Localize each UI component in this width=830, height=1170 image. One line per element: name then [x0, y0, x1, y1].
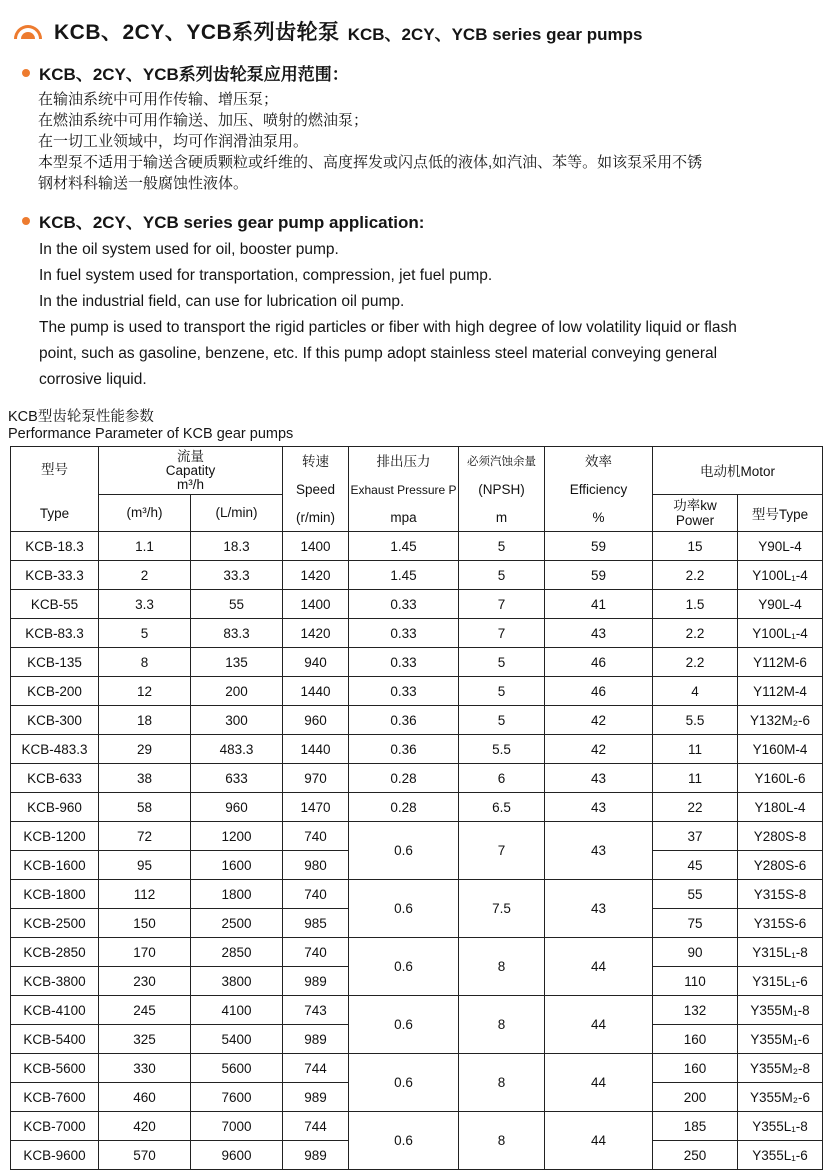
col-header-npsh-zh: 必须汽蚀余量 [467, 456, 536, 468]
cell-speed: 970 [283, 764, 349, 793]
cell-motor: Y315S-6 [738, 909, 823, 938]
table-title-zh: KCB型齿轮泵性能参数 [8, 409, 154, 425]
cell-power: 45 [653, 851, 738, 880]
cell-speed: 989 [283, 1025, 349, 1054]
cell-power: 22 [653, 793, 738, 822]
cell-lmin: 9600 [191, 1141, 283, 1170]
table-row [11, 648, 823, 677]
cell-type: KCB-5400 [11, 1025, 99, 1054]
text-line: The pump is used to transport the rigid particles or fiber with high degree of low volatility liquid or flash [39, 319, 737, 336]
cell-speed: 989 [283, 967, 349, 996]
cell-npsh: 5 [459, 648, 545, 677]
text-line: 在燃油系统中可用作输送、加压、喷射的燃油泵； [38, 112, 369, 129]
cell-m3h: 230 [99, 967, 191, 996]
application-zh-body [38, 89, 822, 194]
cell-motor: Y112M-4 [738, 677, 823, 706]
col-header-speed-zh: 转速 [302, 454, 329, 469]
cell-lmin: 1200 [191, 822, 283, 851]
cell-lmin: 135 [191, 648, 283, 677]
cell-speed: 1440 [283, 677, 349, 706]
cell-m3h: 2 [99, 561, 191, 590]
col-header-capacity-m3h: (m³/h) [99, 494, 191, 531]
cell-speed: 744 [283, 1054, 349, 1083]
cell-m3h: 18 [99, 706, 191, 735]
col-header-speed [283, 447, 349, 532]
bullet-icon [22, 69, 30, 77]
cell-speed: 744 [283, 1112, 349, 1141]
col-header-motor-type: 型号Type [738, 494, 823, 531]
cell-lmin: 483.3 [191, 735, 283, 764]
cell-eff: 43 [545, 822, 653, 880]
cell-m3h: 38 [99, 764, 191, 793]
cell-type: KCB-18.3 [11, 532, 99, 561]
cell-m3h: 570 [99, 1141, 191, 1170]
col-header-pressure-zh: 排出压力 [376, 454, 431, 469]
cell-m3h: 12 [99, 677, 191, 706]
cell-pressure: 0.28 [349, 793, 459, 822]
cell-speed: 940 [283, 648, 349, 677]
performance-table-body [11, 532, 823, 1170]
cell-eff: 46 [545, 648, 653, 677]
cell-motor: Y160M-4 [738, 735, 823, 764]
cell-pressure: 0.33 [349, 619, 459, 648]
cell-lmin: 83.3 [191, 619, 283, 648]
cell-npsh: 5 [459, 561, 545, 590]
cell-power: 11 [653, 735, 738, 764]
cell-pressure: 0.6 [349, 880, 459, 938]
col-header-npsh-en: (NPSH) [478, 482, 525, 497]
table-row [11, 1054, 823, 1083]
cell-lmin: 5400 [191, 1025, 283, 1054]
cell-lmin: 5600 [191, 1054, 283, 1083]
cell-motor: Y180L-4 [738, 793, 823, 822]
cell-speed: 989 [283, 1141, 349, 1170]
performance-table [10, 446, 823, 1170]
text-line: 本型泵不适用于输送含硬质颗粒或纤维的、高度挥发或闪点低的液体,如汽油、苯等。如该泵采用不锈 [38, 154, 703, 171]
cell-motor: Y355M₁-6 [738, 1025, 823, 1054]
section-heading-application-en [22, 208, 822, 233]
cell-m3h: 112 [99, 880, 191, 909]
cell-npsh: 7 [459, 619, 545, 648]
text-line: point, such as gasoline, benzene, etc. If this pump adopt stainless steel material conveying general [39, 345, 718, 362]
col-header-pressure-unit: mpa [390, 510, 417, 525]
cell-power: 1.5 [653, 590, 738, 619]
col-header-motor [653, 447, 823, 495]
cell-m3h: 58 [99, 793, 191, 822]
cell-npsh: 6 [459, 764, 545, 793]
cell-pressure: 0.33 [349, 590, 459, 619]
cell-power: 11 [653, 764, 738, 793]
cell-m3h: 420 [99, 1112, 191, 1141]
section-heading-application-zh [22, 60, 822, 85]
brand-hump-shape [21, 32, 35, 39]
cell-speed: 1400 [283, 532, 349, 561]
cell-npsh: 8 [459, 1112, 545, 1170]
cell-speed: 743 [283, 996, 349, 1025]
cell-lmin: 55 [191, 590, 283, 619]
cell-pressure: 1.45 [349, 561, 459, 590]
section-heading-en-text: KCB、2CY、YCB series gear pump application: [39, 213, 425, 232]
cell-pressure: 0.28 [349, 764, 459, 793]
cell-lmin: 633 [191, 764, 283, 793]
bullet-icon [22, 217, 30, 225]
cell-power: 55 [653, 880, 738, 909]
cell-lmin: 7000 [191, 1112, 283, 1141]
pump-brand-icon [14, 23, 44, 39]
cell-m3h: 170 [99, 938, 191, 967]
cell-lmin: 33.3 [191, 561, 283, 590]
cell-speed: 960 [283, 706, 349, 735]
cell-type: KCB-1200 [11, 822, 99, 851]
cell-motor: Y355M₂-6 [738, 1083, 823, 1112]
col-header-efficiency-en: Efficiency [569, 482, 628, 497]
cell-eff: 59 [545, 532, 653, 561]
cell-motor: Y160L-6 [738, 764, 823, 793]
cell-motor: Y280S-8 [738, 822, 823, 851]
cell-motor: Y280S-6 [738, 851, 823, 880]
cell-m3h: 8 [99, 648, 191, 677]
cell-m3h: 29 [99, 735, 191, 764]
table-row [11, 764, 823, 793]
cell-speed: 980 [283, 851, 349, 880]
cell-eff: 41 [545, 590, 653, 619]
cell-power: 132 [653, 996, 738, 1025]
cell-speed: 1470 [283, 793, 349, 822]
cell-speed: 985 [283, 909, 349, 938]
cell-motor: Y355L₁-8 [738, 1112, 823, 1141]
cell-motor: Y100L₁-4 [738, 561, 823, 590]
page-title [14, 16, 822, 46]
table-row [11, 996, 823, 1025]
cell-power: 90 [653, 938, 738, 967]
text-line: 钢材料科输送一般腐蚀性液体。 [38, 175, 249, 192]
cell-lmin: 960 [191, 793, 283, 822]
page-title-zh: KCB、2CY、YCB系列齿轮泵 [54, 21, 340, 44]
cell-motor: Y355M₂-8 [738, 1054, 823, 1083]
cell-power: 110 [653, 967, 738, 996]
cell-power: 160 [653, 1025, 738, 1054]
cell-npsh: 5 [459, 532, 545, 561]
cell-speed: 1440 [283, 735, 349, 764]
cell-lmin: 1800 [191, 880, 283, 909]
col-header-capacity-lmin: (L/min) [191, 494, 283, 531]
cell-eff: 43 [545, 764, 653, 793]
table-row [11, 706, 823, 735]
cell-lmin: 300 [191, 706, 283, 735]
cell-m3h: 3.3 [99, 590, 191, 619]
text-line: 在一切工业领域中，均可作润滑油泵用。 [38, 133, 309, 150]
table-row [11, 561, 823, 590]
cell-npsh: 7 [459, 590, 545, 619]
cell-lmin: 18.3 [191, 532, 283, 561]
cell-m3h: 150 [99, 909, 191, 938]
cell-pressure: 0.6 [349, 822, 459, 880]
col-header-npsh-unit: m [495, 510, 508, 525]
cell-type: KCB-633 [11, 764, 99, 793]
col-header-type-en: Type [39, 506, 70, 521]
table-row [11, 938, 823, 967]
cell-npsh: 7 [459, 822, 545, 880]
page-title-en: KCB、2CY、YCB series gear pumps [347, 24, 643, 44]
cell-motor: Y355L₁-6 [738, 1141, 823, 1170]
cell-npsh: 8 [459, 996, 545, 1054]
cell-type: KCB-9600 [11, 1141, 99, 1170]
cell-eff: 44 [545, 996, 653, 1054]
cell-npsh: 6.5 [459, 793, 545, 822]
text-line: In the oil system used for oil, booster pump. [39, 241, 339, 258]
application-en-body [39, 237, 822, 393]
col-header-npsh [459, 447, 545, 532]
cell-pressure: 0.36 [349, 706, 459, 735]
cell-type: KCB-3800 [11, 967, 99, 996]
col-header-capacity-unit: m³/h [177, 477, 204, 493]
cell-motor: Y315L₁-6 [738, 967, 823, 996]
col-header-power-en: Power [675, 512, 715, 528]
col-header-capacity [99, 447, 283, 495]
cell-lmin: 1600 [191, 851, 283, 880]
cell-lmin: 7600 [191, 1083, 283, 1112]
cell-pressure: 0.6 [349, 938, 459, 996]
text-line: In the industrial field, can use for lubrication oil pump. [39, 293, 405, 310]
col-header-efficiency-unit: % [592, 510, 605, 525]
cell-lmin: 2500 [191, 909, 283, 938]
cell-type: KCB-200 [11, 677, 99, 706]
cell-eff: 59 [545, 561, 653, 590]
cell-power: 37 [653, 822, 738, 851]
cell-eff: 43 [545, 793, 653, 822]
cell-npsh: 5.5 [459, 735, 545, 764]
cell-pressure: 0.36 [349, 735, 459, 764]
text-line: corrosive liquid. [39, 371, 147, 388]
cell-motor: Y315L₁-8 [738, 938, 823, 967]
col-header-efficiency [545, 447, 653, 532]
cell-power: 200 [653, 1083, 738, 1112]
cell-speed: 1420 [283, 561, 349, 590]
cell-power: 185 [653, 1112, 738, 1141]
cell-type: KCB-960 [11, 793, 99, 822]
cell-motor: Y90L-4 [738, 590, 823, 619]
cell-type: KCB-2850 [11, 938, 99, 967]
col-header-type-zh: 型号 [41, 462, 68, 477]
cell-speed: 1400 [283, 590, 349, 619]
table-row [11, 735, 823, 764]
cell-lmin: 2850 [191, 938, 283, 967]
col-header-efficiency-zh: 效率 [585, 454, 612, 469]
cell-m3h: 1.1 [99, 532, 191, 561]
cell-type: KCB-83.3 [11, 619, 99, 648]
cell-motor: Y112M-6 [738, 648, 823, 677]
text-line: In fuel system used for transportation, compression, jet fuel pump. [39, 267, 493, 284]
col-header-capacity-zh: 流量 [177, 449, 204, 465]
cell-eff: 42 [545, 735, 653, 764]
cell-speed: 740 [283, 938, 349, 967]
cell-type: KCB-2500 [11, 909, 99, 938]
cell-eff: 43 [545, 619, 653, 648]
cell-power: 4 [653, 677, 738, 706]
col-header-speed-en: Speed [295, 482, 336, 497]
cell-eff: 43 [545, 880, 653, 938]
cell-m3h: 330 [99, 1054, 191, 1083]
cell-m3h: 325 [99, 1025, 191, 1054]
cell-type: KCB-1600 [11, 851, 99, 880]
cell-lmin: 4100 [191, 996, 283, 1025]
cell-pressure: 1.45 [349, 532, 459, 561]
text-line: 在输油系统中可用作传输、增压泵； [38, 91, 279, 108]
cell-power: 5.5 [653, 706, 738, 735]
cell-pressure: 0.6 [349, 996, 459, 1054]
cell-eff: 42 [545, 706, 653, 735]
cell-eff: 46 [545, 677, 653, 706]
table-title-en: Performance Parameter of KCB gear pumps [8, 426, 294, 442]
cell-speed: 740 [283, 880, 349, 909]
cell-lmin: 3800 [191, 967, 283, 996]
cell-type: KCB-7000 [11, 1112, 99, 1141]
cell-lmin: 200 [191, 677, 283, 706]
cell-power: 2.2 [653, 619, 738, 648]
cell-type: KCB-300 [11, 706, 99, 735]
table-row [11, 793, 823, 822]
table-row [11, 590, 823, 619]
cell-npsh: 8 [459, 938, 545, 996]
col-header-motor-label: 电动机Motor [700, 464, 776, 480]
cell-speed: 989 [283, 1083, 349, 1112]
cell-eff: 44 [545, 1054, 653, 1112]
col-header-power-zh: 功率kw [673, 497, 717, 513]
cell-motor: Y315S-8 [738, 880, 823, 909]
table-row [11, 677, 823, 706]
cell-power: 250 [653, 1141, 738, 1170]
cell-type: KCB-1800 [11, 880, 99, 909]
cell-speed: 1420 [283, 619, 349, 648]
table-row [11, 822, 823, 851]
cell-type: KCB-55 [11, 590, 99, 619]
cell-pressure: 0.33 [349, 648, 459, 677]
cell-npsh: 7.5 [459, 880, 545, 938]
cell-npsh: 5 [459, 706, 545, 735]
cell-type: KCB-4100 [11, 996, 99, 1025]
col-header-power [653, 494, 738, 531]
cell-pressure: 0.6 [349, 1112, 459, 1170]
cell-eff: 44 [545, 938, 653, 996]
cell-m3h: 245 [99, 996, 191, 1025]
cell-m3h: 5 [99, 619, 191, 648]
cell-type: KCB-5600 [11, 1054, 99, 1083]
cell-power: 160 [653, 1054, 738, 1083]
col-header-pressure [349, 447, 459, 532]
cell-power: 2.2 [653, 561, 738, 590]
section-heading-zh-text: KCB、2CY、YCB系列齿轮泵应用范围： [39, 65, 349, 84]
cell-motor: Y100L₁-4 [738, 619, 823, 648]
cell-pressure: 0.33 [349, 677, 459, 706]
header-row-1 [11, 447, 823, 495]
table-row [11, 619, 823, 648]
cell-type: KCB-7600 [11, 1083, 99, 1112]
col-header-type [11, 447, 99, 532]
col-header-speed-unit: (r/min) [296, 510, 335, 525]
col-header-pressure-en: Exhaust Pressure P [350, 483, 457, 497]
table-row [11, 1112, 823, 1141]
cell-motor: Y90L-4 [738, 532, 823, 561]
col-header-capacity-en: Capatity [165, 463, 216, 479]
cell-motor: Y132M₂-6 [738, 706, 823, 735]
cell-power: 2.2 [653, 648, 738, 677]
cell-motor: Y355M₁-8 [738, 996, 823, 1025]
cell-pressure: 0.6 [349, 1054, 459, 1112]
cell-m3h: 460 [99, 1083, 191, 1112]
cell-npsh: 8 [459, 1054, 545, 1112]
table-row [11, 532, 823, 561]
cell-speed: 740 [283, 822, 349, 851]
cell-type: KCB-483.3 [11, 735, 99, 764]
cell-npsh: 5 [459, 677, 545, 706]
cell-type: KCB-135 [11, 648, 99, 677]
cell-m3h: 95 [99, 851, 191, 880]
cell-power: 75 [653, 909, 738, 938]
cell-power: 15 [653, 532, 738, 561]
cell-type: KCB-33.3 [11, 561, 99, 590]
cell-eff: 44 [545, 1112, 653, 1170]
table-row [11, 880, 823, 909]
cell-m3h: 72 [99, 822, 191, 851]
